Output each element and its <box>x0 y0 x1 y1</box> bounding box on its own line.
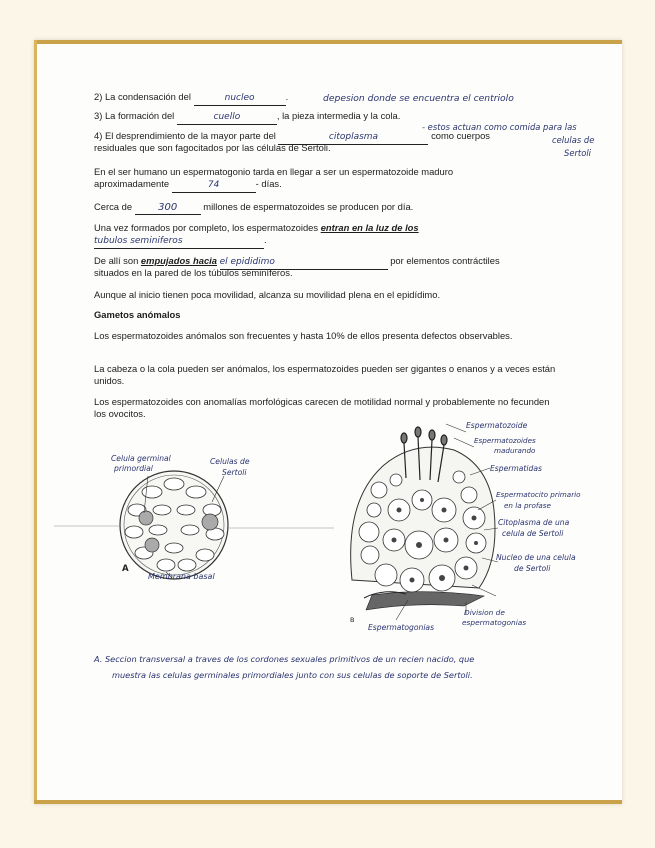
label-b-cyto-2: celula de Sertoli <box>502 529 564 538</box>
figure-a-cord <box>54 471 334 579</box>
label-b-sperm: Espermatozoide <box>466 421 528 430</box>
epididimo-sentence: De allí son empujados hacia el epididimo por elementos contráctiles <box>94 255 500 270</box>
label-b-division-2: espermatogonias <box>462 618 527 627</box>
item-3: 3) La formación del cuello , la pieza intermedia y la cola. <box>94 110 400 125</box>
item-4-cont: residuales que son fagocitados por las células de Sertoli. <box>94 142 331 153</box>
blank-millones: 300 <box>135 202 201 215</box>
item-2: 2) La condensación del nucleo . <box>94 91 288 106</box>
note-centriolo: depesion donde se encuentra el centriolo <box>323 93 514 104</box>
note-sertoli: Sertoli <box>564 148 591 158</box>
label-b-maturing-1: Espermatozoides <box>474 436 536 445</box>
blank-citoplasma: citoplasma <box>278 132 428 145</box>
label-b-nucleus-2: de Sertoli <box>514 564 551 573</box>
label-a-membrane: Membrana basal <box>148 572 215 581</box>
figure-b-tubule <box>351 424 498 620</box>
item-4: 4) El desprendimiento de la mayor parte del citoplasma como cuerpos <box>94 130 490 145</box>
label-b-maturing-2: madurando <box>494 446 536 455</box>
note-celulas-de: celulas de <box>552 135 595 145</box>
time-sentence-cont: aproximadamente 74 - días. <box>94 178 282 193</box>
caption-line-1: A. Seccion transversal a traves de los cordones sexuales primitivos de un recien nacido, que <box>94 654 475 664</box>
production-sentence: Cerca de 300 millones de espermatozoides se producen por día. <box>94 201 414 213</box>
blank-tubulos: tubulos seminiferos <box>94 236 264 249</box>
caption-line-2: muestra las celulas germinales primordiales junto con sus celulas de soporte de Sertoli. <box>112 670 473 680</box>
label-b-primary-1: Espermatocito primario <box>496 490 581 499</box>
label-b-spermatogonia: Espermatogonias <box>368 623 435 632</box>
label-b-primary-2: en la profase <box>504 501 551 510</box>
paragraph-forms: La cabeza o la cola pueden ser anómalos, los espermatozoides pueden ser gigantes o enanos y a veces están unidos. <box>94 363 556 386</box>
label-a-sertoli-2: Sertoli <box>222 468 247 477</box>
motility-sentence: Aunque al inicio tienen poca movilidad, alcanza su movilidad plena en el epidídimo. <box>94 289 441 300</box>
time-sentence: En el ser humano un espermatogonio tarda en llegar a ser un espermatozoide maduro <box>94 166 454 177</box>
blank-epididimo: el epididimo <box>220 257 388 270</box>
note-comida: - estos actuan como comida para las <box>422 122 577 132</box>
label-b-division-1: Division de <box>464 608 505 617</box>
label-a-germ-1: Celula germinal <box>111 454 171 463</box>
luz-sentence-cont: tubulos seminiferos . <box>94 234 267 249</box>
label-b-spermatids: Espermatidas <box>490 464 542 473</box>
blank-cuello: cuello <box>177 112 277 125</box>
label-b-cyto-1: Citoplasma de una <box>498 518 570 527</box>
section-heading: Gametos anómalos <box>94 309 181 320</box>
worksheet-page <box>34 40 622 804</box>
label-b-nucleus-1: Nucleo de una celula <box>496 553 576 562</box>
paragraph-motility: Los espermatozoides con anomalías morfológicas carecen de motilidad normal y probablemente no fecunden los ovocitos. <box>94 396 550 419</box>
paragraph-frequency: Los espermatozoides anómalos son frecuentes y hasta 10% de ellos presenta defectos observables. <box>94 330 513 341</box>
blank-dias: 74 <box>172 180 256 193</box>
luz-sentence: Una vez formados por completo, los espermatozoides entran en la luz de los <box>94 222 419 233</box>
epididimo-sentence-cont: situados en la pared de los túbulos seminíferos. <box>94 267 293 278</box>
label-a: A <box>122 564 129 574</box>
label-a-sertoli-1: Celulas de <box>210 457 250 466</box>
figure-seminiferous <box>34 40 622 804</box>
label-b: B <box>350 616 355 624</box>
blank-nucleo: nucleo <box>194 93 286 106</box>
label-a-germ-2: primordial <box>114 464 153 473</box>
